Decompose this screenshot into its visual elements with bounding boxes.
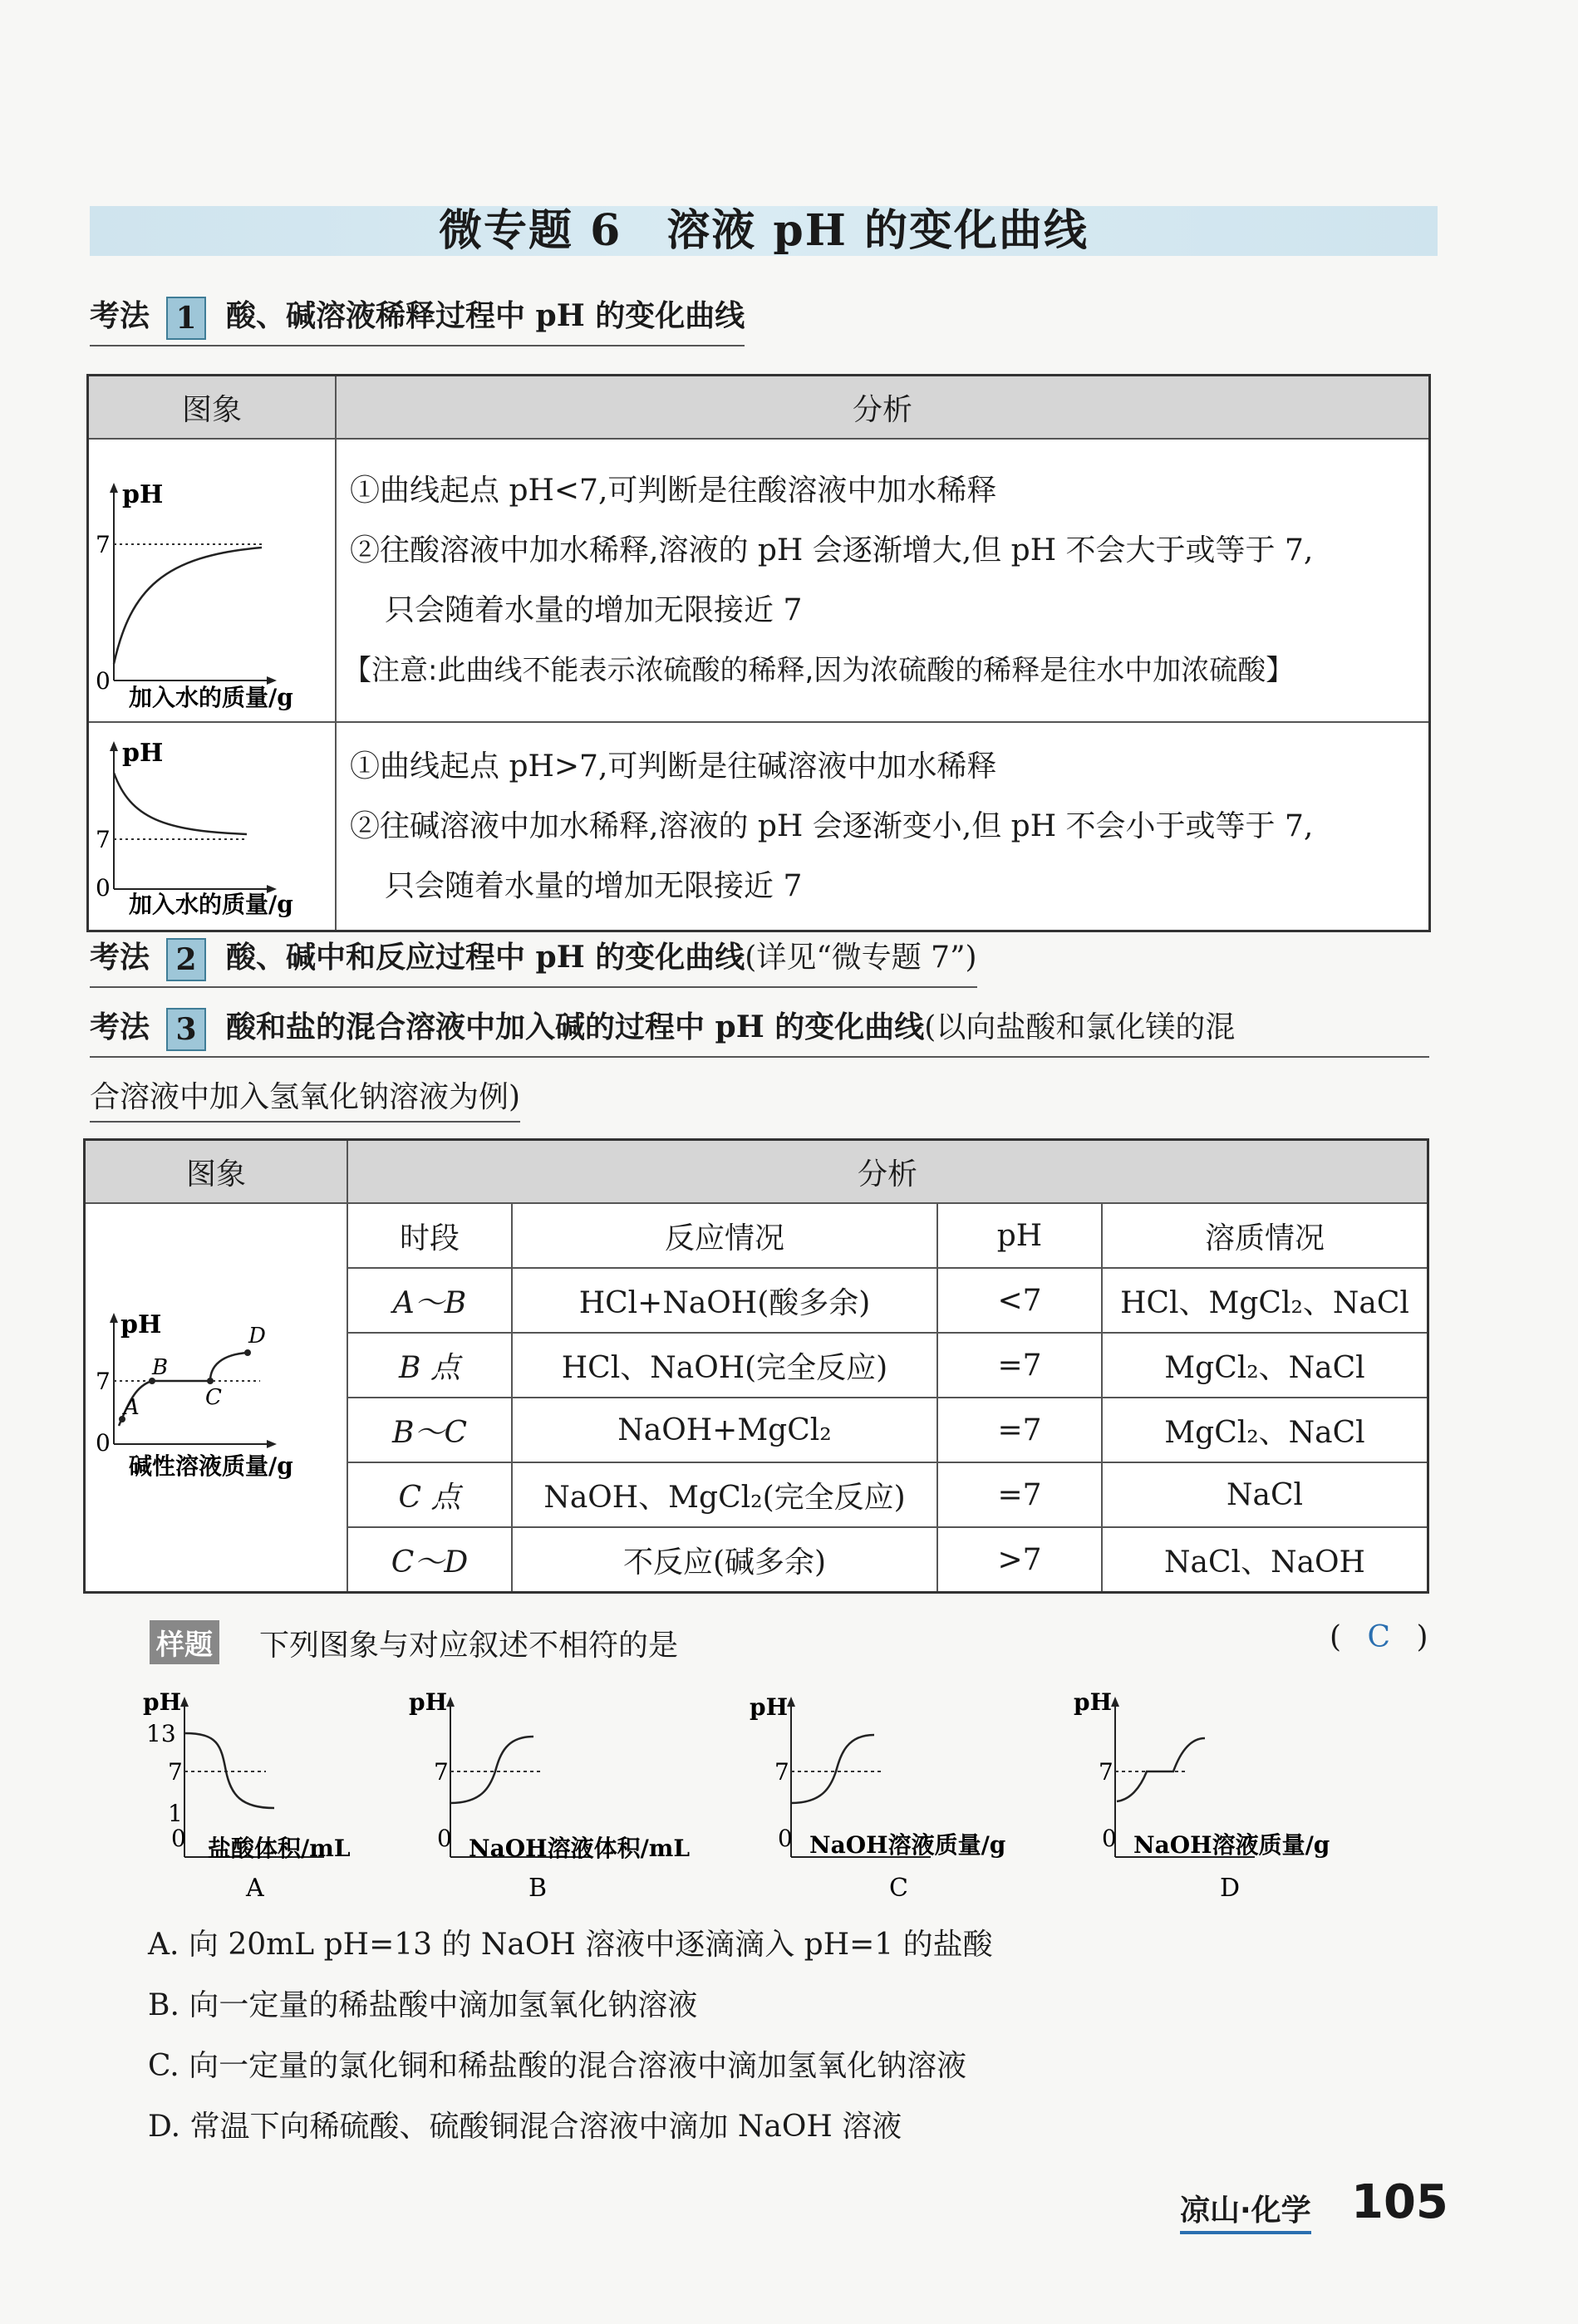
- method-2-heading: [90, 934, 977, 988]
- origin-label: 0: [96, 667, 111, 695]
- paren-close: ): [1416, 1620, 1428, 1654]
- reaction-cell: HCl、NaOH(完全反应): [512, 1333, 937, 1398]
- ph-cell: >7: [937, 1527, 1102, 1593]
- period-cell: B 点: [347, 1333, 512, 1398]
- analysis-line: ①曲线起点 pH>7,可判断是往碱溶液中加水稀释: [350, 749, 997, 784]
- origin-label: 0: [96, 874, 111, 902]
- point-a: A: [124, 1394, 140, 1420]
- analysis-cell-base: [336, 722, 1430, 931]
- point-b: B: [152, 1354, 169, 1380]
- method-title: 酸、碱中和反应过程中 pH 的变化曲线: [226, 940, 745, 975]
- example-tag: 样题: [150, 1620, 219, 1664]
- period-cell: C～D: [347, 1527, 512, 1593]
- method-3-heading: [90, 1004, 1429, 1058]
- ph-cell: =7: [937, 1333, 1102, 1398]
- method-title: 酸和盐的混合溶液中加入碱的过程中 pH 的变化曲线: [226, 1010, 925, 1044]
- graph-c: [750, 1693, 1005, 1903]
- x-axis-label: NaOH溶液质量/g: [1133, 1831, 1330, 1859]
- option-c: C. 向一定量的氯化铜和稀盐酸的混合溶液中滴加氢氧化钠溶液: [148, 2049, 967, 2083]
- analysis-line: ②往碱溶液中加水稀释,溶液的 pH 会逐渐变小,但 pH 不会小于或等于 7,: [350, 808, 1314, 843]
- method-3-note-cont: 合溶液中加入氢氧化钠溶液为例): [90, 1074, 520, 1123]
- origin-label: 0: [171, 1825, 186, 1852]
- tick-1: 1: [168, 1800, 183, 1827]
- y-axis-label: pH: [122, 739, 164, 768]
- tick-7: 7: [96, 826, 111, 853]
- origin-label: 0: [96, 1428, 111, 1457]
- y-axis-label: pH: [750, 1693, 789, 1721]
- y-axis-label: pH: [122, 480, 164, 509]
- y-axis-label: pH: [1074, 1688, 1113, 1716]
- y-axis-label: pH: [143, 1688, 182, 1716]
- reaction-cell: NaOH、MgCl₂(完全反应): [512, 1462, 937, 1527]
- ph-cell: =7: [937, 1462, 1102, 1527]
- solute-cell: NaCl: [1102, 1462, 1428, 1527]
- graph-d: [1074, 1688, 1330, 1903]
- answer-letter: C: [1367, 1620, 1391, 1654]
- page-number: 105: [1351, 2175, 1448, 2229]
- origin-label: 0: [1102, 1825, 1117, 1852]
- method-number: 2: [166, 938, 206, 981]
- option-d: D. 常温下向稀硫酸、硫酸铜混合溶液中滴加 NaOH 溶液: [148, 2110, 902, 2144]
- page-title: 微专题 6 溶液 pH 的变化曲线: [439, 205, 1089, 256]
- header-graph: 图象: [85, 1140, 348, 1204]
- method-tag: 考法: [90, 1010, 150, 1044]
- dilution-table: [86, 374, 1431, 932]
- period-cell: A～B: [347, 1268, 512, 1333]
- graph-cell-mixture: [85, 1203, 348, 1593]
- subheader-solute: 溶质情况: [1102, 1203, 1428, 1268]
- period-cell: B～C: [347, 1398, 512, 1462]
- graph-cell-base: [88, 722, 337, 931]
- reaction-cell: 不反应(碱多余): [512, 1527, 937, 1593]
- option-b: B. 向一定量的稀盐酸中滴加氢氧化钠溶液: [148, 1988, 698, 2022]
- option-a: A. 向 20mL pH=13 的 NaOH 溶液中逐滴滴入 pH=1 的盐酸: [148, 1928, 993, 1962]
- tick-7: 7: [96, 1367, 111, 1395]
- period-cell: C 点: [347, 1462, 512, 1527]
- method-tag: 考法: [90, 299, 150, 333]
- method-1-heading: [90, 292, 745, 346]
- method-number: 3: [166, 1008, 206, 1051]
- graph-letter: D: [1220, 1874, 1241, 1903]
- method-note: (以向盐酸和氯化镁的混: [924, 1010, 1236, 1044]
- tick-7: 7: [1099, 1758, 1113, 1786]
- point-c: C: [205, 1384, 222, 1410]
- header-analysis: 分析: [336, 376, 1430, 440]
- x-axis-label: NaOH溶液体积/mL: [469, 1835, 691, 1862]
- mixture-table: [83, 1138, 1429, 1594]
- y-axis-label: pH: [120, 1309, 162, 1339]
- solute-cell: MgCl₂、NaCl: [1102, 1333, 1428, 1398]
- solute-cell: MgCl₂、NaCl: [1102, 1398, 1428, 1462]
- point-d: D: [248, 1323, 266, 1349]
- base-dilution-graph: [89, 723, 335, 922]
- graph-cell-acid: [88, 439, 337, 722]
- origin-label: 0: [778, 1825, 793, 1852]
- reaction-cell: NaOH+MgCl₂: [512, 1398, 937, 1462]
- footer-book: 凉山·化学: [1180, 2187, 1311, 2234]
- tick-7: 7: [96, 531, 111, 558]
- x-axis-label: NaOH溶液质量/g: [809, 1831, 1006, 1859]
- subheader-ph: pH: [937, 1203, 1102, 1268]
- x-axis-label: 加入水的质量/g: [129, 891, 293, 918]
- ph-cell: <7: [937, 1268, 1102, 1333]
- analysis-line: ①曲线起点 pH<7,可判断是往酸溶液中加水稀释: [350, 473, 997, 508]
- method-number: 1: [166, 297, 206, 340]
- option-graphs: [125, 1678, 1454, 1911]
- paren-open: (: [1330, 1620, 1342, 1654]
- analysis-note: 【注意:此曲线不能表示浓硫酸的稀释,因为浓硫酸的稀释是往水中加浓硫酸】: [343, 653, 1295, 687]
- tick-13: 13: [146, 1720, 176, 1747]
- x-axis-label: 盐酸体积/mL: [208, 1835, 351, 1862]
- tick-7: 7: [434, 1758, 449, 1786]
- origin-label: 0: [437, 1825, 452, 1852]
- subheader-period: 时段: [347, 1203, 512, 1268]
- header-graph: 图象: [88, 376, 337, 440]
- answer-slot: [1330, 1620, 1428, 1654]
- solute-cell: NaCl、NaOH: [1102, 1527, 1428, 1593]
- example-question: 下列图象与对应叙述不相符的是: [259, 1629, 679, 1663]
- reaction-cell: HCl+NaOH(酸多余): [512, 1268, 937, 1333]
- analysis-cell-acid: [336, 439, 1430, 722]
- graph-letter: B: [528, 1874, 548, 1903]
- tick-7: 7: [168, 1758, 183, 1786]
- solute-cell: HCl、MgCl₂、NaCl: [1102, 1268, 1428, 1333]
- acid-dilution-graph: [89, 440, 335, 714]
- x-axis-label: 碱性溶液质量/g: [129, 1452, 293, 1480]
- y-axis-label: pH: [409, 1688, 448, 1716]
- subheader-reaction: 反应情况: [512, 1203, 937, 1268]
- tick-7: 7: [774, 1758, 789, 1786]
- header-analysis: 分析: [347, 1140, 1428, 1204]
- method-tag: 考法: [90, 941, 150, 975]
- ph-cell: =7: [937, 1398, 1102, 1462]
- method-title: 酸、碱溶液稀释过程中 pH 的变化曲线: [226, 298, 745, 333]
- mixture-graph: [86, 1286, 347, 1502]
- x-axis-label: 加入水的质量/g: [129, 684, 293, 711]
- graph-a: [143, 1688, 351, 1903]
- analysis-line: 只会随着水量的增加无限接近 7: [385, 592, 803, 627]
- graph-b: [409, 1688, 690, 1903]
- graph-letter: C: [889, 1874, 908, 1903]
- analysis-line: 只会随着水量的增加无限接近 7: [385, 868, 803, 903]
- graph-letter: A: [246, 1874, 264, 1903]
- analysis-line: ②往酸溶液中加水稀释,溶液的 pH 会逐渐增大,但 pH 不会大于或等于 7,: [350, 533, 1314, 567]
- method-note: (详见“微专题 7”): [745, 941, 977, 975]
